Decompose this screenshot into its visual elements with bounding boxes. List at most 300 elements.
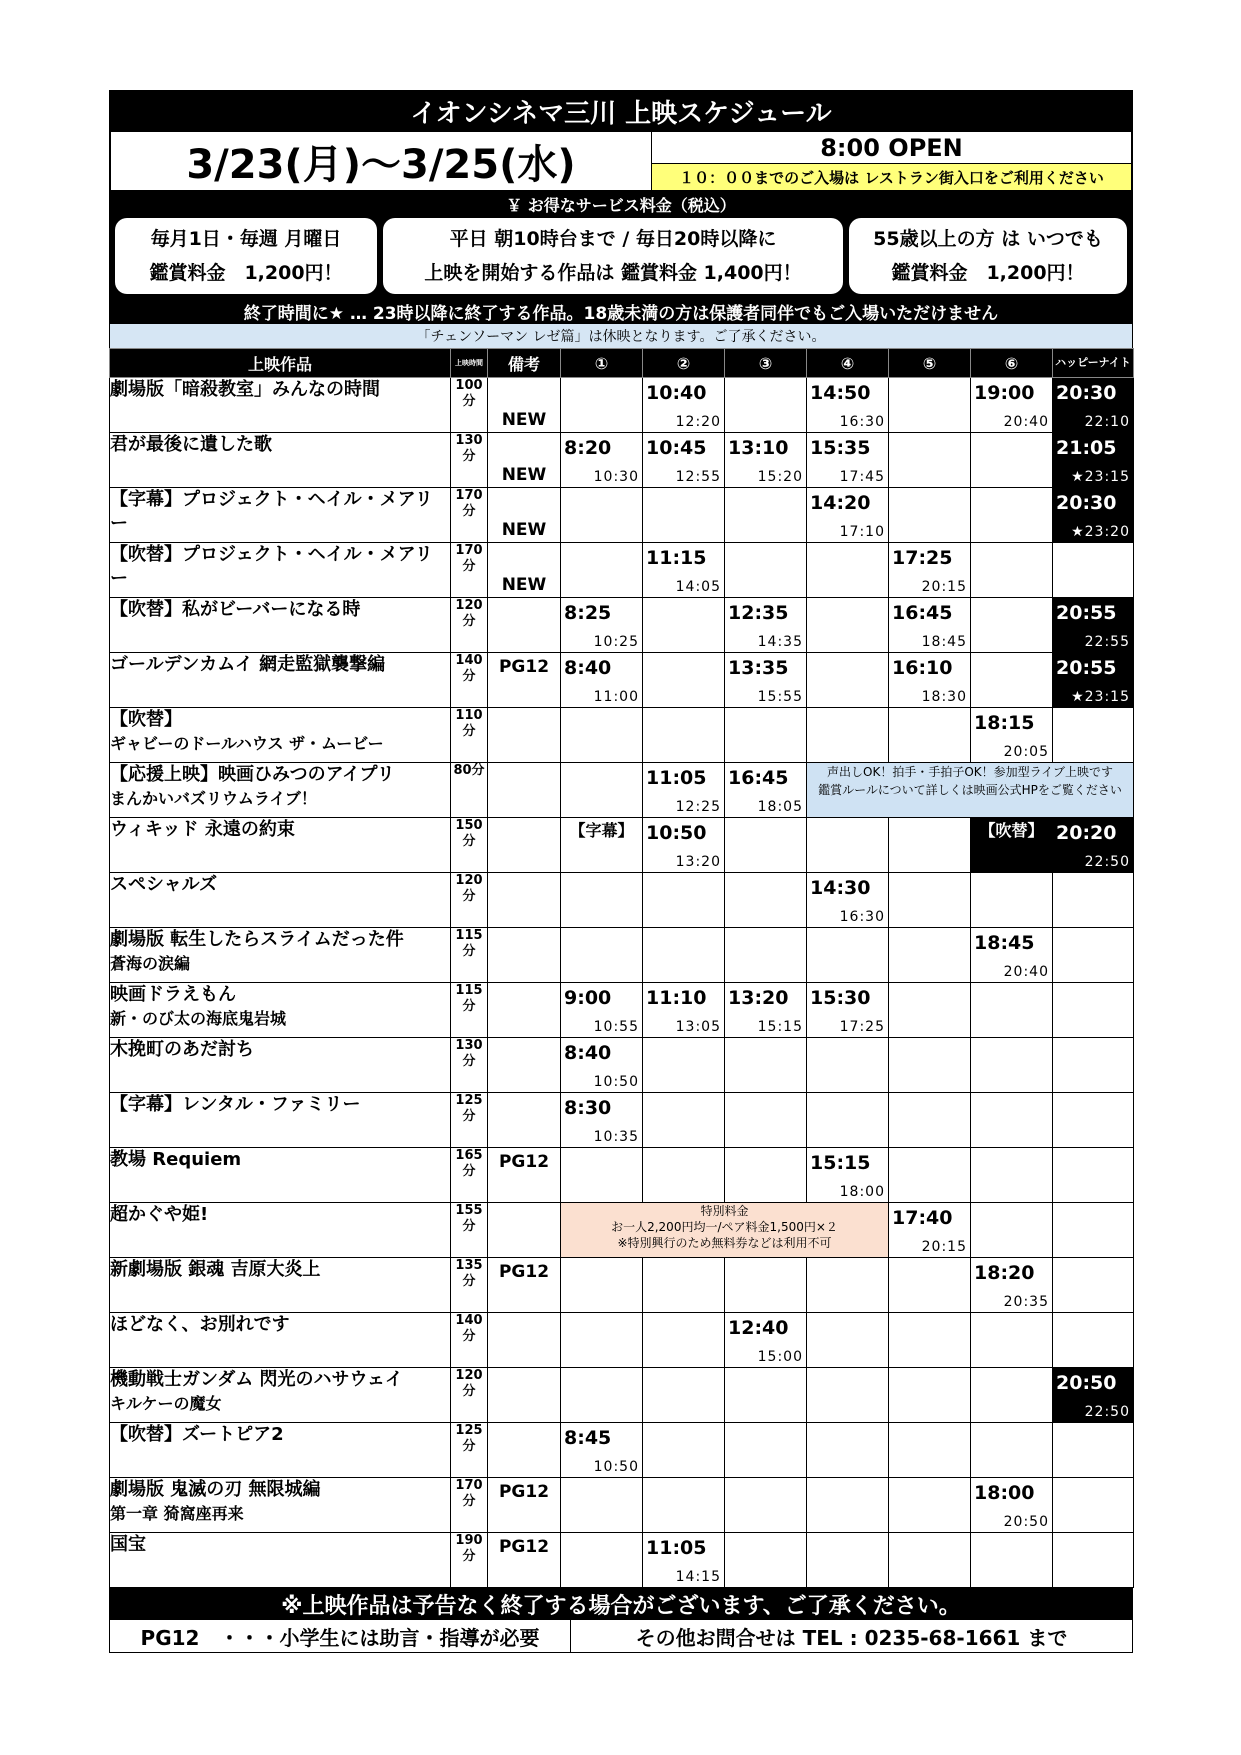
empty-slot [971, 1093, 1053, 1148]
note-cell [488, 1533, 561, 1588]
note-line: 特別料金 [700, 1204, 749, 1218]
note-line: お一人2,200円均一/ペア料金1,500円×２ [611, 1220, 838, 1234]
start-time: 11:05 [646, 767, 707, 789]
happy-night-slot [1053, 598, 1134, 653]
empty-slot [889, 1423, 971, 1478]
table-row [110, 378, 1134, 433]
table-row [110, 653, 1134, 708]
empty-slot [971, 488, 1053, 543]
duration-value: 130 [455, 1038, 483, 1053]
empty-slot [643, 1258, 725, 1313]
special-pricing-note [561, 1203, 889, 1258]
empty-slot [971, 653, 1053, 708]
table-row [110, 433, 1134, 488]
empty-slot [807, 1533, 889, 1588]
duration-value: 170 [455, 543, 483, 558]
card-line: 毎月1日・毎週 月曜日 [150, 228, 342, 250]
film-subtitle: ギャビーのドールハウス ザ・ムービー [110, 734, 384, 753]
start-time: 20:20 [1056, 822, 1117, 844]
empty-slot [971, 598, 1053, 653]
table-row [110, 488, 1134, 543]
film-title-cell [110, 1368, 451, 1423]
header-screen-1: ① [561, 349, 643, 378]
note-cell [488, 598, 561, 653]
rating-badge: PG12 [498, 657, 550, 677]
duration-cell [451, 873, 488, 928]
empty-slot [971, 983, 1053, 1038]
film-title: 劇場版 鬼滅の刃 無限城編 [110, 1479, 321, 1500]
film-subtitle: 第一章 猗窩座再来 [110, 1504, 244, 1523]
header-screen-6: ⑥ [971, 349, 1053, 378]
end-time: 16:30 [839, 414, 885, 430]
date-range: 3/23(月)～3/25(水) [111, 132, 652, 190]
note-cell [488, 708, 561, 763]
film-title-cell [110, 1258, 451, 1313]
duration-unit: 分 [462, 999, 476, 1014]
screen-slot-3 [725, 433, 807, 488]
screen-slot-3 [725, 653, 807, 708]
empty-slot [889, 928, 971, 983]
end-time: 15:00 [757, 1349, 803, 1365]
rating-badge: PG12 [498, 1537, 550, 1557]
late-show-note: 終了時間に★ … 23時以降に終了する作品。18歳未満の方は保護者同伴でもご入場いただけません [243, 303, 999, 324]
end-time: 11:00 [593, 689, 639, 705]
end-time: 10:35 [593, 1129, 639, 1145]
duration-value: 155 [455, 1203, 483, 1218]
empty-slot [971, 1203, 1053, 1258]
screen-slot-5 [889, 1203, 971, 1258]
date-row [109, 132, 1133, 190]
empty-slot [1053, 708, 1134, 763]
header-screen-2: ② [643, 349, 725, 378]
duration-value: 140 [455, 1313, 483, 1328]
duration-value: 110 [455, 708, 483, 723]
end-time: 17:25 [839, 1019, 885, 1035]
empty-slot [725, 1258, 807, 1313]
duration-unit: 分 [462, 1439, 476, 1454]
header-duration: 上映時間 [451, 349, 488, 378]
note-cell [488, 763, 561, 818]
empty-slot [1053, 1148, 1134, 1203]
empty-slot [807, 1423, 889, 1478]
empty-slot [889, 433, 971, 488]
screen-slot-6 [971, 928, 1053, 983]
rating-badge: PG12 [498, 1262, 550, 1282]
screen-slot-6 [971, 378, 1053, 433]
empty-slot [725, 818, 807, 873]
note-cell [488, 1423, 561, 1478]
duration-unit: 分 [462, 1164, 476, 1179]
duration-cell [451, 763, 488, 818]
empty-slot [889, 873, 971, 928]
header-happy-night: ハッピーナイト [1053, 349, 1134, 378]
note-cell [488, 378, 561, 433]
film-title-cell [110, 653, 451, 708]
duration-value: 135 [455, 1258, 483, 1273]
duration-unit: 分 [462, 889, 476, 904]
duration-unit: 分 [462, 724, 476, 739]
table-row [110, 598, 1134, 653]
empty-slot [889, 1368, 971, 1423]
table-row [110, 1203, 1134, 1258]
note-cell [488, 433, 561, 488]
entrance-note: １０：００までのご入場は レストラン街入口をご利用ください [652, 163, 1131, 190]
end-time: 15:15 [757, 1019, 803, 1035]
start-time: 15:15 [810, 1152, 871, 1174]
film-title: スペシャルズ [110, 874, 218, 895]
empty-slot [725, 1533, 807, 1588]
film-title-cell [110, 488, 451, 543]
empty-slot [725, 873, 807, 928]
open-info [652, 132, 1131, 190]
duration-cell [451, 1038, 488, 1093]
schedule-sheet [109, 90, 1133, 1653]
happy-night-slot [1053, 488, 1134, 543]
screen-slot-6 [971, 1478, 1053, 1533]
empty-slot [725, 1148, 807, 1203]
empty-slot [1053, 1478, 1134, 1533]
empty-slot [971, 873, 1053, 928]
duration-unit: 分 [462, 834, 476, 849]
start-time: 16:10 [892, 657, 953, 679]
duration-value: 165 [455, 1148, 483, 1163]
screen-slot-4 [807, 983, 889, 1038]
start-time: 18:15 [974, 712, 1035, 734]
film-title-cell [110, 1313, 451, 1368]
film-title: 【吹替】プロジェクト・ヘイル・メアリー [110, 544, 433, 589]
end-time: 16:30 [839, 909, 885, 925]
start-time: 16:45 [728, 767, 789, 789]
end-time: 20:15 [921, 1239, 967, 1255]
duration-value: 150 [455, 818, 483, 833]
end-time: 12:25 [675, 799, 721, 815]
duration-cell [451, 708, 488, 763]
empty-slot [1053, 873, 1134, 928]
duration-cell [451, 1313, 488, 1368]
end-time: 10:30 [593, 469, 639, 485]
service-card-morning-night [383, 218, 843, 294]
note-cell [488, 488, 561, 543]
end-time: 14:35 [757, 634, 803, 650]
screen-slot-4 [807, 433, 889, 488]
table-header-row [110, 349, 1134, 378]
start-time: 14:20 [810, 492, 871, 514]
header-screen-4: ④ [807, 349, 889, 378]
duration-cell [451, 433, 488, 488]
start-time: 16:45 [892, 602, 953, 624]
duration-value: 120 [455, 873, 483, 888]
start-time: 8:20 [564, 437, 612, 459]
film-title: 劇場版「暗殺教室」みんなの時間 [110, 379, 380, 400]
empty-slot [725, 1093, 807, 1148]
end-time: 14:05 [675, 579, 721, 595]
footer-warning: ※上映作品は予告なく終了する場合がございます、ご了承ください。 [109, 1588, 1133, 1620]
end-time: 22:50 [1084, 1404, 1130, 1420]
empty-slot [971, 1423, 1053, 1478]
duration-unit: 分 [462, 1384, 476, 1399]
empty-slot [725, 1038, 807, 1093]
end-time: 22:50 [1084, 854, 1130, 870]
screen-slot-1 [561, 1038, 643, 1093]
start-time: 8:45 [564, 1427, 612, 1449]
duration-unit: 分 [462, 504, 476, 519]
start-time: 19:00 [974, 382, 1035, 404]
start-time: 17:25 [892, 547, 953, 569]
empty-slot [643, 928, 725, 983]
empty-slot [725, 1478, 807, 1533]
duration-unit: 分 [462, 1109, 476, 1124]
empty-slot [643, 488, 725, 543]
start-time: 17:40 [892, 1207, 953, 1229]
empty-slot [561, 873, 643, 928]
empty-slot [889, 983, 971, 1038]
note-cell [488, 928, 561, 983]
film-title: 木挽町のあだ討ち [110, 1039, 254, 1060]
start-time: 13:20 [728, 987, 789, 1009]
empty-slot [1053, 1313, 1134, 1368]
empty-slot [643, 1478, 725, 1533]
end-time: 20:50 [1003, 1514, 1049, 1530]
screen-slot-4 [807, 488, 889, 543]
screen-slot-2 [643, 1533, 725, 1588]
end-time: 15:20 [757, 469, 803, 485]
start-time: 14:50 [810, 382, 871, 404]
screen-slot-1 [561, 433, 643, 488]
start-time: 9:00 [564, 987, 612, 1009]
table-row [110, 818, 1134, 873]
duration-unit: 分 [462, 1494, 476, 1509]
header-screen-5: ⑤ [889, 349, 971, 378]
screen-slot-1 [561, 1423, 643, 1478]
film-title-cell [110, 1093, 451, 1148]
table-row [110, 873, 1134, 928]
card-line: 上映を開始する作品は 鑑賞料金 1,400円！ [424, 262, 802, 284]
end-time: 20:05 [1003, 744, 1049, 760]
end-time: 20:35 [1003, 1294, 1049, 1310]
end-time: 18:00 [839, 1184, 885, 1200]
empty-slot [807, 928, 889, 983]
start-time: 13:35 [728, 657, 789, 679]
empty-slot [807, 598, 889, 653]
film-title-cell [110, 928, 451, 983]
note-cell [488, 818, 561, 873]
end-time: 17:45 [839, 469, 885, 485]
end-time: 13:05 [675, 1019, 721, 1035]
empty-slot [1053, 1093, 1134, 1148]
duration-unit: 分 [462, 669, 476, 684]
start-time: 11:05 [646, 1537, 707, 1559]
empty-slot [643, 1148, 725, 1203]
start-time: 20:30 [1056, 492, 1117, 514]
note-cell [488, 1478, 561, 1533]
start-time: 10:50 [646, 822, 707, 844]
film-title-cell [110, 1038, 451, 1093]
start-time: 8:25 [564, 602, 612, 624]
duration-cell [451, 1368, 488, 1423]
table-row [110, 1148, 1134, 1203]
empty-slot [643, 653, 725, 708]
note-line: 鑑賞ルールについて詳しくは映画公式HPをご覧ください [818, 783, 1122, 797]
end-time: 15:55 [757, 689, 803, 705]
duration-value: 115 [455, 983, 483, 998]
end-time: 13:20 [675, 854, 721, 870]
duration-value: 115 [455, 928, 483, 943]
end-time: ★23:15 [1071, 469, 1130, 485]
start-time: 11:15 [646, 547, 707, 569]
start-time: 18:00 [974, 1482, 1035, 1504]
screen-slot-5 [889, 653, 971, 708]
start-time: 13:10 [728, 437, 789, 459]
table-row [110, 1038, 1134, 1093]
service-card-senior [849, 218, 1127, 294]
end-time: 18:45 [921, 634, 967, 650]
end-time: 10:25 [593, 634, 639, 650]
empty-slot [971, 1148, 1053, 1203]
card-line: 鑑賞料金 1,200円！ [891, 262, 1085, 284]
film-title-cell [110, 1533, 451, 1588]
pg12-note: PG12 ・・・小学生には助言・指導が必要 [110, 1620, 571, 1652]
table-row [110, 1423, 1134, 1478]
empty-slot [561, 543, 643, 598]
screen-slot-3 [725, 983, 807, 1038]
duration-value: 140 [455, 653, 483, 668]
start-time: 20:55 [1056, 657, 1117, 679]
start-time: 20:55 [1056, 602, 1117, 624]
empty-slot [1053, 928, 1134, 983]
film-title: 国宝 [110, 1534, 146, 1555]
empty-slot [1053, 543, 1134, 598]
empty-slot [643, 1368, 725, 1423]
screen-slot-3 [725, 763, 807, 818]
end-time: 14:15 [675, 1569, 721, 1585]
empty-slot [561, 1148, 643, 1203]
screen-slot-4 [807, 378, 889, 433]
empty-slot [807, 653, 889, 708]
duration-cell [451, 1423, 488, 1478]
card-line: 鑑賞料金 1,200円！ [149, 262, 343, 284]
start-time: 12:35 [728, 602, 789, 624]
duration-unit: 分 [462, 1549, 476, 1564]
empty-slot [889, 1258, 971, 1313]
rating-badge: PG12 [498, 1152, 550, 1172]
screen-slot-4 [807, 1148, 889, 1203]
film-subtitle: キルケーの魔女 [110, 1394, 222, 1413]
end-time: 10:50 [593, 1459, 639, 1475]
film-title: 【字幕】レンタル・ファミリー [110, 1094, 361, 1115]
empty-slot [725, 1423, 807, 1478]
start-time: 20:50 [1056, 1372, 1117, 1394]
event-rules-note [807, 763, 1134, 818]
screen-slot-1 [561, 983, 643, 1038]
duration-cell [451, 983, 488, 1038]
empty-slot [971, 1368, 1053, 1423]
empty-slot [889, 488, 971, 543]
start-time: 18:45 [974, 932, 1035, 954]
duration-unit: 分 [462, 1054, 476, 1069]
empty-slot [561, 763, 643, 818]
empty-slot [889, 818, 971, 873]
duration-value: 170 [455, 488, 483, 503]
film-title: 【吹替】私がビーバーになる時 [110, 599, 361, 620]
header-screen-3: ③ [725, 349, 807, 378]
note-cell [488, 983, 561, 1038]
table-row [110, 1258, 1134, 1313]
service-section [109, 190, 1133, 324]
duration-cell [451, 1203, 488, 1258]
empty-slot [971, 433, 1053, 488]
closure-notice: 「チェンソーマン レゼ篇」は休映となります。ご了承ください。 [109, 324, 1133, 348]
empty-slot [889, 1093, 971, 1148]
card-line: 平日 朝10時台まで / 毎日20時以降に [449, 228, 777, 250]
start-time: 8:40 [564, 657, 612, 679]
note-cell [488, 1148, 561, 1203]
duration-unit: 分 [462, 449, 476, 464]
empty-slot [725, 928, 807, 983]
duration-unit: 分 [462, 394, 476, 409]
note-cell [488, 1203, 561, 1258]
table-row [110, 928, 1134, 983]
empty-slot [725, 488, 807, 543]
duration-unit: 分 [462, 614, 476, 629]
table-row [110, 1313, 1134, 1368]
start-time: 20:30 [1056, 382, 1117, 404]
page-title: イオンシネマ三川 上映スケジュール [109, 90, 1133, 132]
empty-slot [1053, 1258, 1134, 1313]
schedule-table [109, 348, 1134, 1588]
film-title-cell [110, 1148, 451, 1203]
screen-slot-2 [643, 378, 725, 433]
film-title-cell [110, 433, 451, 488]
film-title: ほどなく、お別れです [110, 1314, 290, 1335]
duration-cell [451, 1258, 488, 1313]
duration-value: 80分 [453, 763, 485, 778]
empty-slot [1053, 1203, 1134, 1258]
note-cell [488, 1258, 561, 1313]
start-time: 10:40 [646, 382, 707, 404]
empty-slot [889, 1478, 971, 1533]
empty-slot [889, 1148, 971, 1203]
screen-slot-2 [643, 543, 725, 598]
film-title-cell [110, 818, 451, 873]
duration-unit: 分 [462, 1329, 476, 1344]
film-title-cell [110, 873, 451, 928]
empty-slot [1053, 983, 1134, 1038]
empty-slot [561, 1533, 643, 1588]
empty-slot [1053, 1038, 1134, 1093]
screen-slot-5 [889, 598, 971, 653]
empty-slot [889, 1533, 971, 1588]
end-time: ★23:15 [1071, 689, 1130, 705]
screen-slot-1 [561, 598, 643, 653]
table-row [110, 983, 1134, 1038]
duration-value: 125 [455, 1093, 483, 1108]
empty-slot [1053, 1533, 1134, 1588]
new-badge: NEW [501, 410, 547, 430]
empty-slot [971, 1038, 1053, 1093]
end-time: 12:55 [675, 469, 721, 485]
film-title: ゴールデンカムイ 網走監獄襲撃編 [110, 654, 386, 675]
card-line: 55歳以上の方 は いつでも [873, 228, 1103, 250]
empty-slot [561, 708, 643, 763]
film-title: 【吹替】 [110, 709, 182, 730]
subtitle-version-label: 【字幕】 [561, 818, 643, 873]
end-time: 18:05 [757, 799, 803, 815]
new-badge: NEW [501, 575, 547, 595]
screen-slot-5 [889, 543, 971, 598]
empty-slot [807, 1368, 889, 1423]
empty-slot [561, 1313, 643, 1368]
end-time: 17:10 [839, 524, 885, 540]
